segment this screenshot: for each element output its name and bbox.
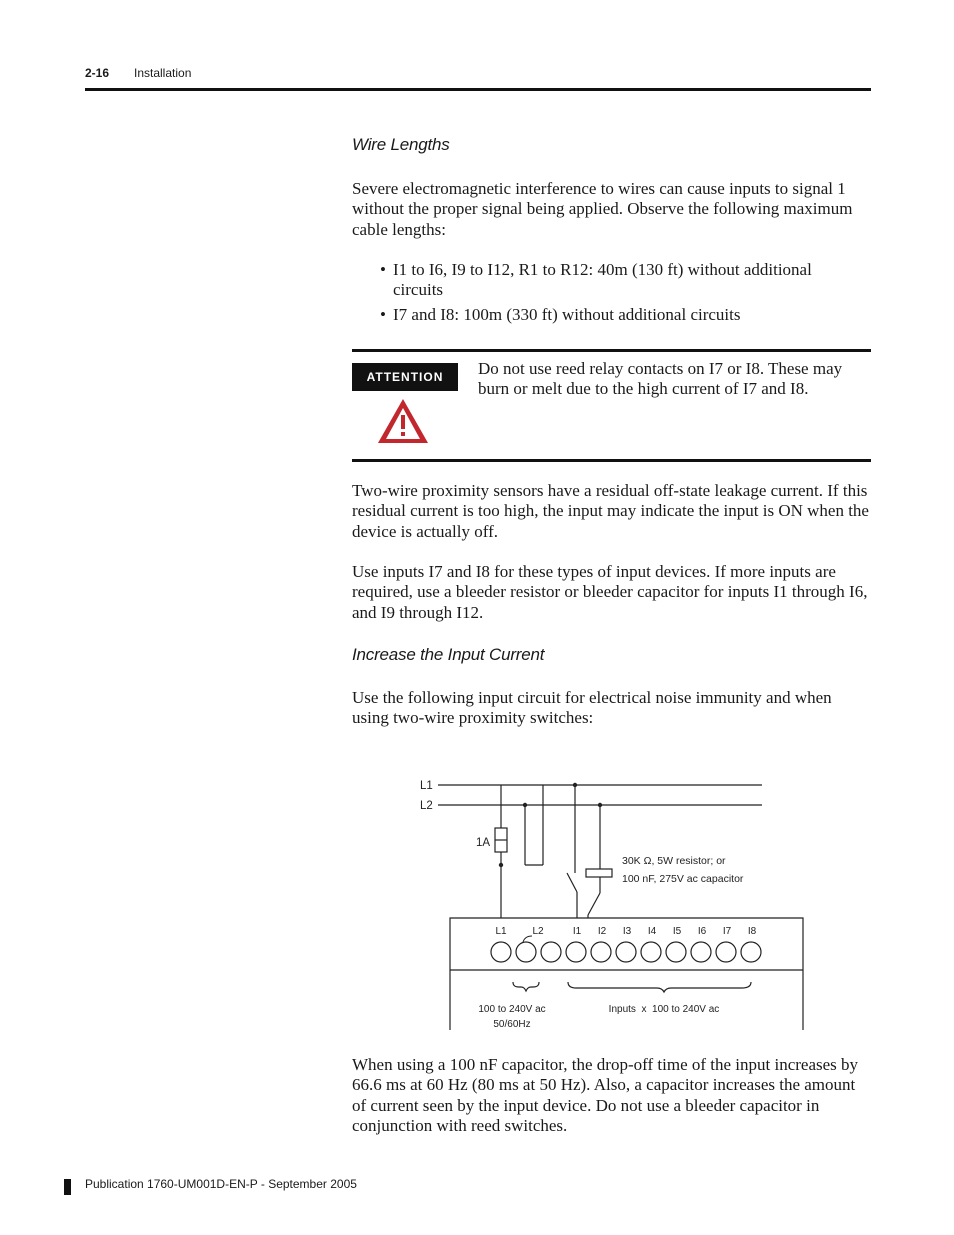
terminal-label: I6 [697, 926, 707, 937]
inputs-label: Inputs x 100 to 240V ac [608, 1004, 720, 1015]
section-title: Installation [134, 66, 192, 80]
attention-top-rule [352, 349, 871, 352]
terminal-label: I8 [747, 926, 757, 937]
terminal-label: I7 [722, 926, 732, 937]
closing-paragraph: When using a 100 nF capacitor, the drop-off time of the input increases by 66.6 ms at 60 Hz (80 ms at 50 Hz). Also, a capacitor increases the amount of current seen by the input device. Do not use a bleeder capacitor in conjunction with reed switches. [352, 1055, 859, 1135]
publication-footer: Publication 1760-UM001D-EN-P - September 2005 [85, 1177, 357, 1191]
footer-marker [64, 1179, 71, 1195]
attention-badge: ATTENTION [352, 363, 458, 391]
bullet-item: • I7 and I8: 100m (330 ft) without additional circuits [380, 305, 860, 325]
power-label-line1: 100 to 240V ac [478, 1004, 546, 1015]
terminal-label: I4 [647, 926, 657, 937]
component-label-line2: 100 nF, 275V ac capacitor [622, 873, 744, 885]
terminal-label: L2 [532, 926, 544, 937]
warning-triangle-icon [376, 397, 430, 445]
page-number: 2-16 [85, 66, 110, 80]
attention-text: Do not use reed relay contacts on I7 or I8. These may burn or melt due to the high current of I7 and I8. [478, 359, 843, 399]
wire-lengths-intro: Severe electromagnetic interference to wires can cause inputs to signal 1 without the proper signal being applied. Observe the following maximum cable lengths: [352, 179, 853, 239]
leakage-paragraph: Two-wire proximity sensors have a residual off-state leakage current. If this residual current is too high, the input may indicate the input is ON when the device is actually off. [352, 481, 869, 541]
increase-current-heading: Increase the Input Current [352, 645, 545, 664]
inputs-paragraph: Use inputs I7 and I8 for these types of input devices. If more inputs are required, use a bleeder resistor or bleeder capacitor for inputs I1 through I6, and I9 through I12. [352, 562, 868, 622]
bullet-text: I7 and I8: 100m (330 ft) without additional circuits [393, 305, 741, 324]
attention-bottom-rule [352, 459, 871, 462]
wire-lengths-heading: Wire Lengths [352, 135, 450, 154]
bullet-text: I1 to I6, I9 to I12, R1 to R12: 40m (130 ft) without additional circuits [393, 260, 812, 300]
input-circuit-diagram [400, 760, 820, 1040]
bus-label-l2: L2 [420, 800, 433, 812]
increase-current-intro: Use the following input circuit for electrical noise immunity and when using two-wire proximity switches: [352, 688, 832, 728]
fuse-label: 1A [476, 837, 491, 849]
bus-label-l1: L1 [420, 780, 433, 792]
terminal-label: I1 [572, 926, 582, 937]
header-rule [85, 88, 871, 91]
terminal-label: I5 [672, 926, 682, 937]
bullet-item: • I1 to I6, I9 to I12, R1 to R12: 40m (130 ft) without additional circuits [380, 260, 860, 301]
power-label-line2: 50/60Hz [493, 1019, 531, 1030]
terminal-label: L1 [495, 926, 507, 937]
component-label-line1: 30K Ω, 5W resistor; or [622, 855, 726, 867]
terminal-label: I3 [622, 926, 632, 937]
terminal-label: I2 [597, 926, 607, 937]
